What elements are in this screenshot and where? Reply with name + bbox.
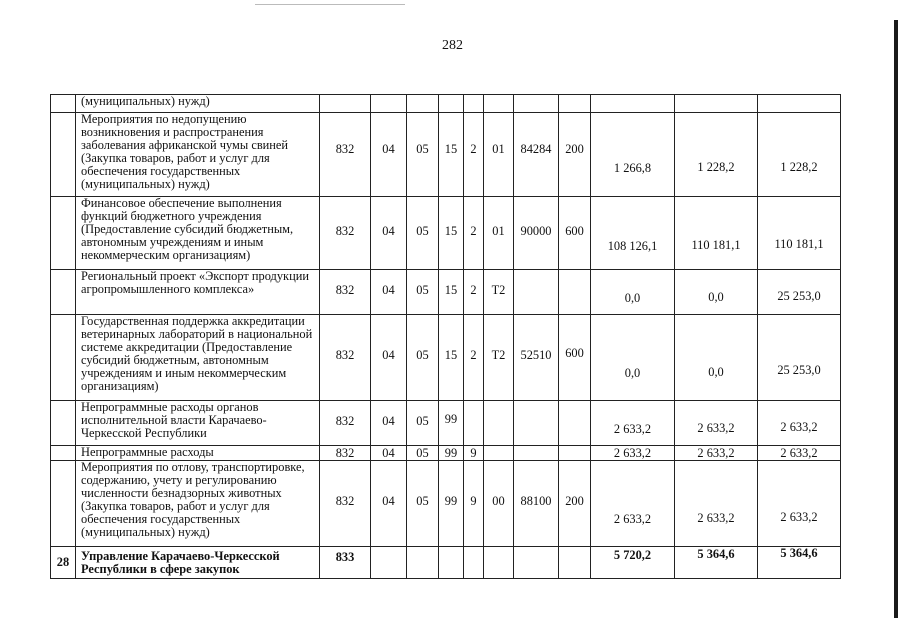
cell-p2: 2 bbox=[464, 113, 484, 197]
cell-year1: 0,0 bbox=[591, 270, 675, 315]
cell-p4 bbox=[514, 95, 559, 113]
cell-year1: 2 633,2 bbox=[591, 461, 675, 547]
cell-no bbox=[51, 315, 76, 401]
cell-no bbox=[51, 446, 76, 461]
cell-p4: 84284 bbox=[514, 113, 559, 197]
cell-p3: 01 bbox=[484, 197, 514, 270]
cell-gr bbox=[320, 95, 371, 113]
cell-year3: 25 253,0 bbox=[758, 315, 841, 401]
cell-p4: 88100 bbox=[514, 461, 559, 547]
cell-pr: 05 bbox=[407, 113, 439, 197]
cell-vr bbox=[559, 95, 591, 113]
cell-rz: 04 bbox=[371, 197, 407, 270]
cell-name: Мероприятия по отлову, транспортировке, содержанию, учету и регулированию численности безнадзорных животных (Закупка товаров, работ и услуг для обеспечения государственных (муниципальных) нужд) bbox=[76, 461, 320, 547]
cell-p4 bbox=[514, 270, 559, 315]
cell-name: Региональный проект «Экспорт продукции агропромышленного комплекса» bbox=[76, 270, 320, 315]
cell-rz bbox=[371, 547, 407, 579]
cell-name: Непрограммные расходы bbox=[76, 446, 320, 461]
cell-p1: 15 bbox=[439, 113, 464, 197]
table-row bbox=[51, 461, 841, 547]
cell-vr: 200 bbox=[559, 461, 591, 547]
cell-name: Мероприятия по недопущению возникновения и распространения заболевания африканской чумы свиней (Закупка товаров, работ и услуг для обеспечения государственных (муниципальных) нужд) bbox=[76, 113, 320, 197]
cell-year3: 2 633,2 bbox=[758, 446, 841, 461]
cell-year2 bbox=[675, 95, 758, 113]
cell-p1: 15 bbox=[439, 315, 464, 401]
cell-rz: 04 bbox=[371, 270, 407, 315]
cell-p1 bbox=[439, 547, 464, 579]
cell-p2 bbox=[464, 547, 484, 579]
table-row bbox=[51, 446, 841, 461]
cell-pr: 05 bbox=[407, 315, 439, 401]
cell-name: (муниципальных) нужд) bbox=[76, 95, 320, 113]
scan-edge-bar bbox=[894, 20, 898, 618]
cell-p3: 00 bbox=[484, 461, 514, 547]
cell-gr: 832 bbox=[320, 270, 371, 315]
cell-year2: 5 364,6 bbox=[675, 547, 758, 579]
page-number: 282 bbox=[442, 38, 463, 53]
cell-year3: 1 228,2 bbox=[758, 113, 841, 197]
cell-gr: 832 bbox=[320, 113, 371, 197]
cell-rz: 04 bbox=[371, 446, 407, 461]
cell-vr bbox=[559, 270, 591, 315]
cell-p4 bbox=[514, 547, 559, 579]
cell-vr bbox=[559, 547, 591, 579]
table-row bbox=[51, 315, 841, 401]
cell-vr bbox=[559, 401, 591, 446]
cell-p4 bbox=[514, 401, 559, 446]
cell-p2 bbox=[464, 401, 484, 446]
cell-gr: 832 bbox=[320, 197, 371, 270]
cell-year3: 110 181,1 bbox=[758, 197, 841, 270]
cell-rz bbox=[371, 95, 407, 113]
cell-p1: 15 bbox=[439, 270, 464, 315]
table-row bbox=[51, 401, 841, 446]
top-edge-line bbox=[255, 4, 405, 5]
cell-year1: 108 126,1 bbox=[591, 197, 675, 270]
cell-pr: 05 bbox=[407, 446, 439, 461]
cell-p2: 9 bbox=[464, 446, 484, 461]
cell-pr: 05 bbox=[407, 401, 439, 446]
table-row bbox=[51, 95, 841, 113]
cell-year2: 2 633,2 bbox=[675, 446, 758, 461]
cell-name: Государственная поддержка аккредитации ветеринарных лабораторий в национальной системе аккредитации (Предоставление субсидий бюджетным, автономным учреждениям и иным некоммерческим организациям) bbox=[76, 315, 320, 401]
cell-p1: 15 bbox=[439, 197, 464, 270]
cell-vr: 600 bbox=[559, 197, 591, 270]
cell-gr: 832 bbox=[320, 401, 371, 446]
cell-p2: 2 bbox=[464, 315, 484, 401]
cell-year3: 25 253,0 bbox=[758, 270, 841, 315]
cell-p3 bbox=[484, 401, 514, 446]
cell-year1: 2 633,2 bbox=[591, 446, 675, 461]
table-row bbox=[51, 547, 841, 579]
cell-pr: 05 bbox=[407, 197, 439, 270]
cell-p3 bbox=[484, 446, 514, 461]
cell-name: Финансовое обеспечение выполнения функций бюджетного учреждения (Предоставление субсидий бюджетным, автономным учреждениям и иным некоммерческим организациям) bbox=[76, 197, 320, 270]
cell-no bbox=[51, 197, 76, 270]
cell-gr: 833 bbox=[320, 547, 371, 579]
cell-p2: 9 bbox=[464, 461, 484, 547]
cell-year3: 2 633,2 bbox=[758, 401, 841, 446]
cell-p1: 99 bbox=[439, 446, 464, 461]
cell-vr: 200 bbox=[559, 113, 591, 197]
cell-no: 28 bbox=[51, 547, 76, 579]
cell-pr: 05 bbox=[407, 461, 439, 547]
cell-year1: 0,0 bbox=[591, 315, 675, 401]
cell-gr: 832 bbox=[320, 315, 371, 401]
cell-gr: 832 bbox=[320, 461, 371, 547]
cell-year2: 1 228,2 bbox=[675, 113, 758, 197]
cell-vr bbox=[559, 446, 591, 461]
cell-p1 bbox=[439, 95, 464, 113]
cell-pr: 05 bbox=[407, 270, 439, 315]
table-row bbox=[51, 270, 841, 315]
cell-pr bbox=[407, 95, 439, 113]
cell-year2: 2 633,2 bbox=[675, 461, 758, 547]
cell-no bbox=[51, 95, 76, 113]
cell-p3: 01 bbox=[484, 113, 514, 197]
table-row bbox=[51, 113, 841, 197]
cell-year1: 5 720,2 bbox=[591, 547, 675, 579]
cell-p1: 99 bbox=[439, 401, 464, 446]
cell-year2: 110 181,1 bbox=[675, 197, 758, 270]
cell-year3: 2 633,2 bbox=[758, 461, 841, 547]
cell-year3: 5 364,6 bbox=[758, 547, 841, 579]
cell-rz: 04 bbox=[371, 401, 407, 446]
cell-p3 bbox=[484, 547, 514, 579]
cell-p2: 2 bbox=[464, 197, 484, 270]
cell-name: Непрограммные расходы органов исполнительной власти Карачаево-Черкесской Республики bbox=[76, 401, 320, 446]
cell-name: Управление Карачаево-Черкесской Республики в сфере закупок bbox=[76, 547, 320, 579]
cell-p3 bbox=[484, 95, 514, 113]
budget-table bbox=[50, 94, 841, 579]
cell-year3 bbox=[758, 95, 841, 113]
cell-pr bbox=[407, 547, 439, 579]
cell-rz: 04 bbox=[371, 461, 407, 547]
cell-year2: 2 633,2 bbox=[675, 401, 758, 446]
cell-no bbox=[51, 270, 76, 315]
table-row bbox=[51, 197, 841, 270]
cell-rz: 04 bbox=[371, 315, 407, 401]
cell-p4 bbox=[514, 446, 559, 461]
cell-p2: 2 bbox=[464, 270, 484, 315]
cell-vr: 600 bbox=[559, 315, 591, 401]
cell-year1 bbox=[591, 95, 675, 113]
cell-p4: 90000 bbox=[514, 197, 559, 270]
cell-year2: 0,0 bbox=[675, 270, 758, 315]
cell-p3: T2 bbox=[484, 270, 514, 315]
cell-gr: 832 bbox=[320, 446, 371, 461]
cell-p2 bbox=[464, 95, 484, 113]
cell-p3: T2 bbox=[484, 315, 514, 401]
cell-p4: 52510 bbox=[514, 315, 559, 401]
cell-no bbox=[51, 461, 76, 547]
cell-p1: 99 bbox=[439, 461, 464, 547]
cell-no bbox=[51, 401, 76, 446]
cell-year1: 2 633,2 bbox=[591, 401, 675, 446]
cell-no bbox=[51, 113, 76, 197]
cell-rz: 04 bbox=[371, 113, 407, 197]
cell-year2: 0,0 bbox=[675, 315, 758, 401]
cell-year1: 1 266,8 bbox=[591, 113, 675, 197]
